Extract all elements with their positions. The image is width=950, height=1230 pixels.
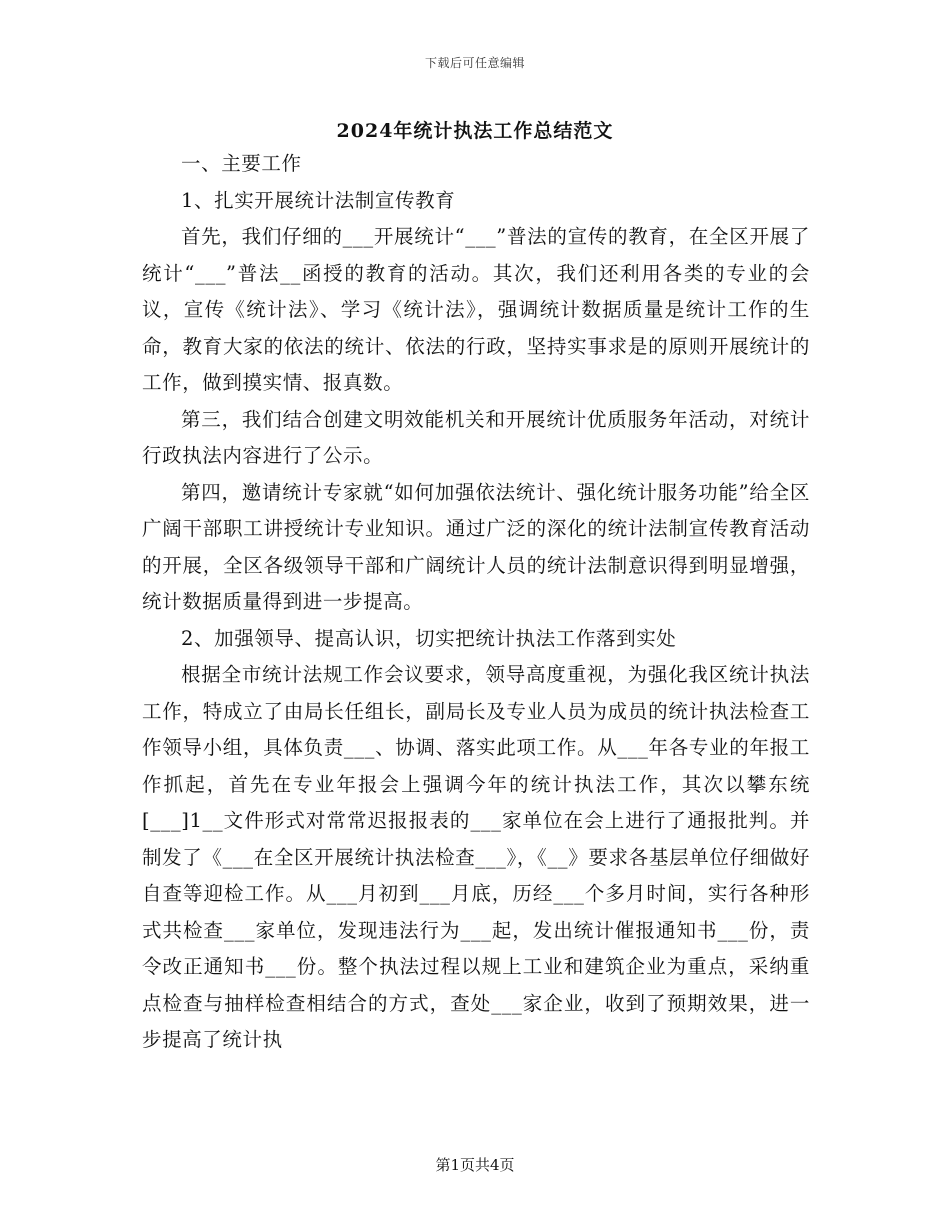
subsection-heading-leadership: 2、加强领导、提高认识，切实把统计执法工作落到实处 <box>181 626 677 650</box>
document-title: 2024年统计执法工作总结范文 <box>336 120 614 142</box>
paragraph-third: 第三，我们结合创建文明效能机关和开展统计优质服务年活动，对统计行政执法内容进行了公示。 <box>142 407 810 467</box>
subsection-heading-publicity: 1、扎实开展统计法制宣传教育 <box>181 188 456 212</box>
section-heading-main-work: 一、主要工作 <box>181 152 302 175</box>
page-number: 第1页共4页 <box>435 1156 515 1174</box>
paragraph-leadership: 根据全市统计法规工作会议要求，领导高度重视，为强化我区统计执法工作，特成立了由局长任组长，副局长及专业人员为成员的统计执法检查工作领导小组，具体负责___、协调、落实此项工作。从___年各专业的年报工作抓起，首先在专业年报会上强调今年的统计执法工作，其次以攀东统[___]1__文件形式对常常迟报报表的___家单位在会上进行了通报批判。并制发了《___在全区开展统计执法检查___》，《__》要求各基层单位仔细做好自查等迎检工作。从___月初到___月底，历经___个多月时间，实行各种形式共检查___家单位，发现违法行为___起，发出统计催报通知书___份，责令改正通知书___份。整个执法过程以规上工业和建筑企业为重点，采纳重点检查与抽样检查相结合的方式，查处___家企业，收到了预期效果，进一步提高了统计执 <box>142 663 810 1051</box>
paragraph-first: 首先，我们仔细的___开展统计“___”普法的宣传的教育，在全区开展了统计“___”普法__函授的教育的活动。其次，我们还利用各类的专业的会议，宣传《统计法》、学习《统计法》，强调统计数据质量是统计工作的生命，教育大家的依法的统计、依法的行政，坚持实事求是的原则开展统计的工作，做到摸实情、报真数。 <box>142 225 810 394</box>
header-note: 下载后可任意编辑 <box>424 56 525 70</box>
paragraph-fourth: 第四，邀请统计专家就“如何加强依法统计、强化统计服务功能”给全区广阔干部职工讲授统计专业知识。通过广泛的深化的统计法制宣传教育活动的开展，全区各级领导干部和广阔统计人员的统计法制意识得到明显增强，统计数据质量得到进一步提高。 <box>142 480 810 613</box>
document-body <box>142 146 810 1059</box>
